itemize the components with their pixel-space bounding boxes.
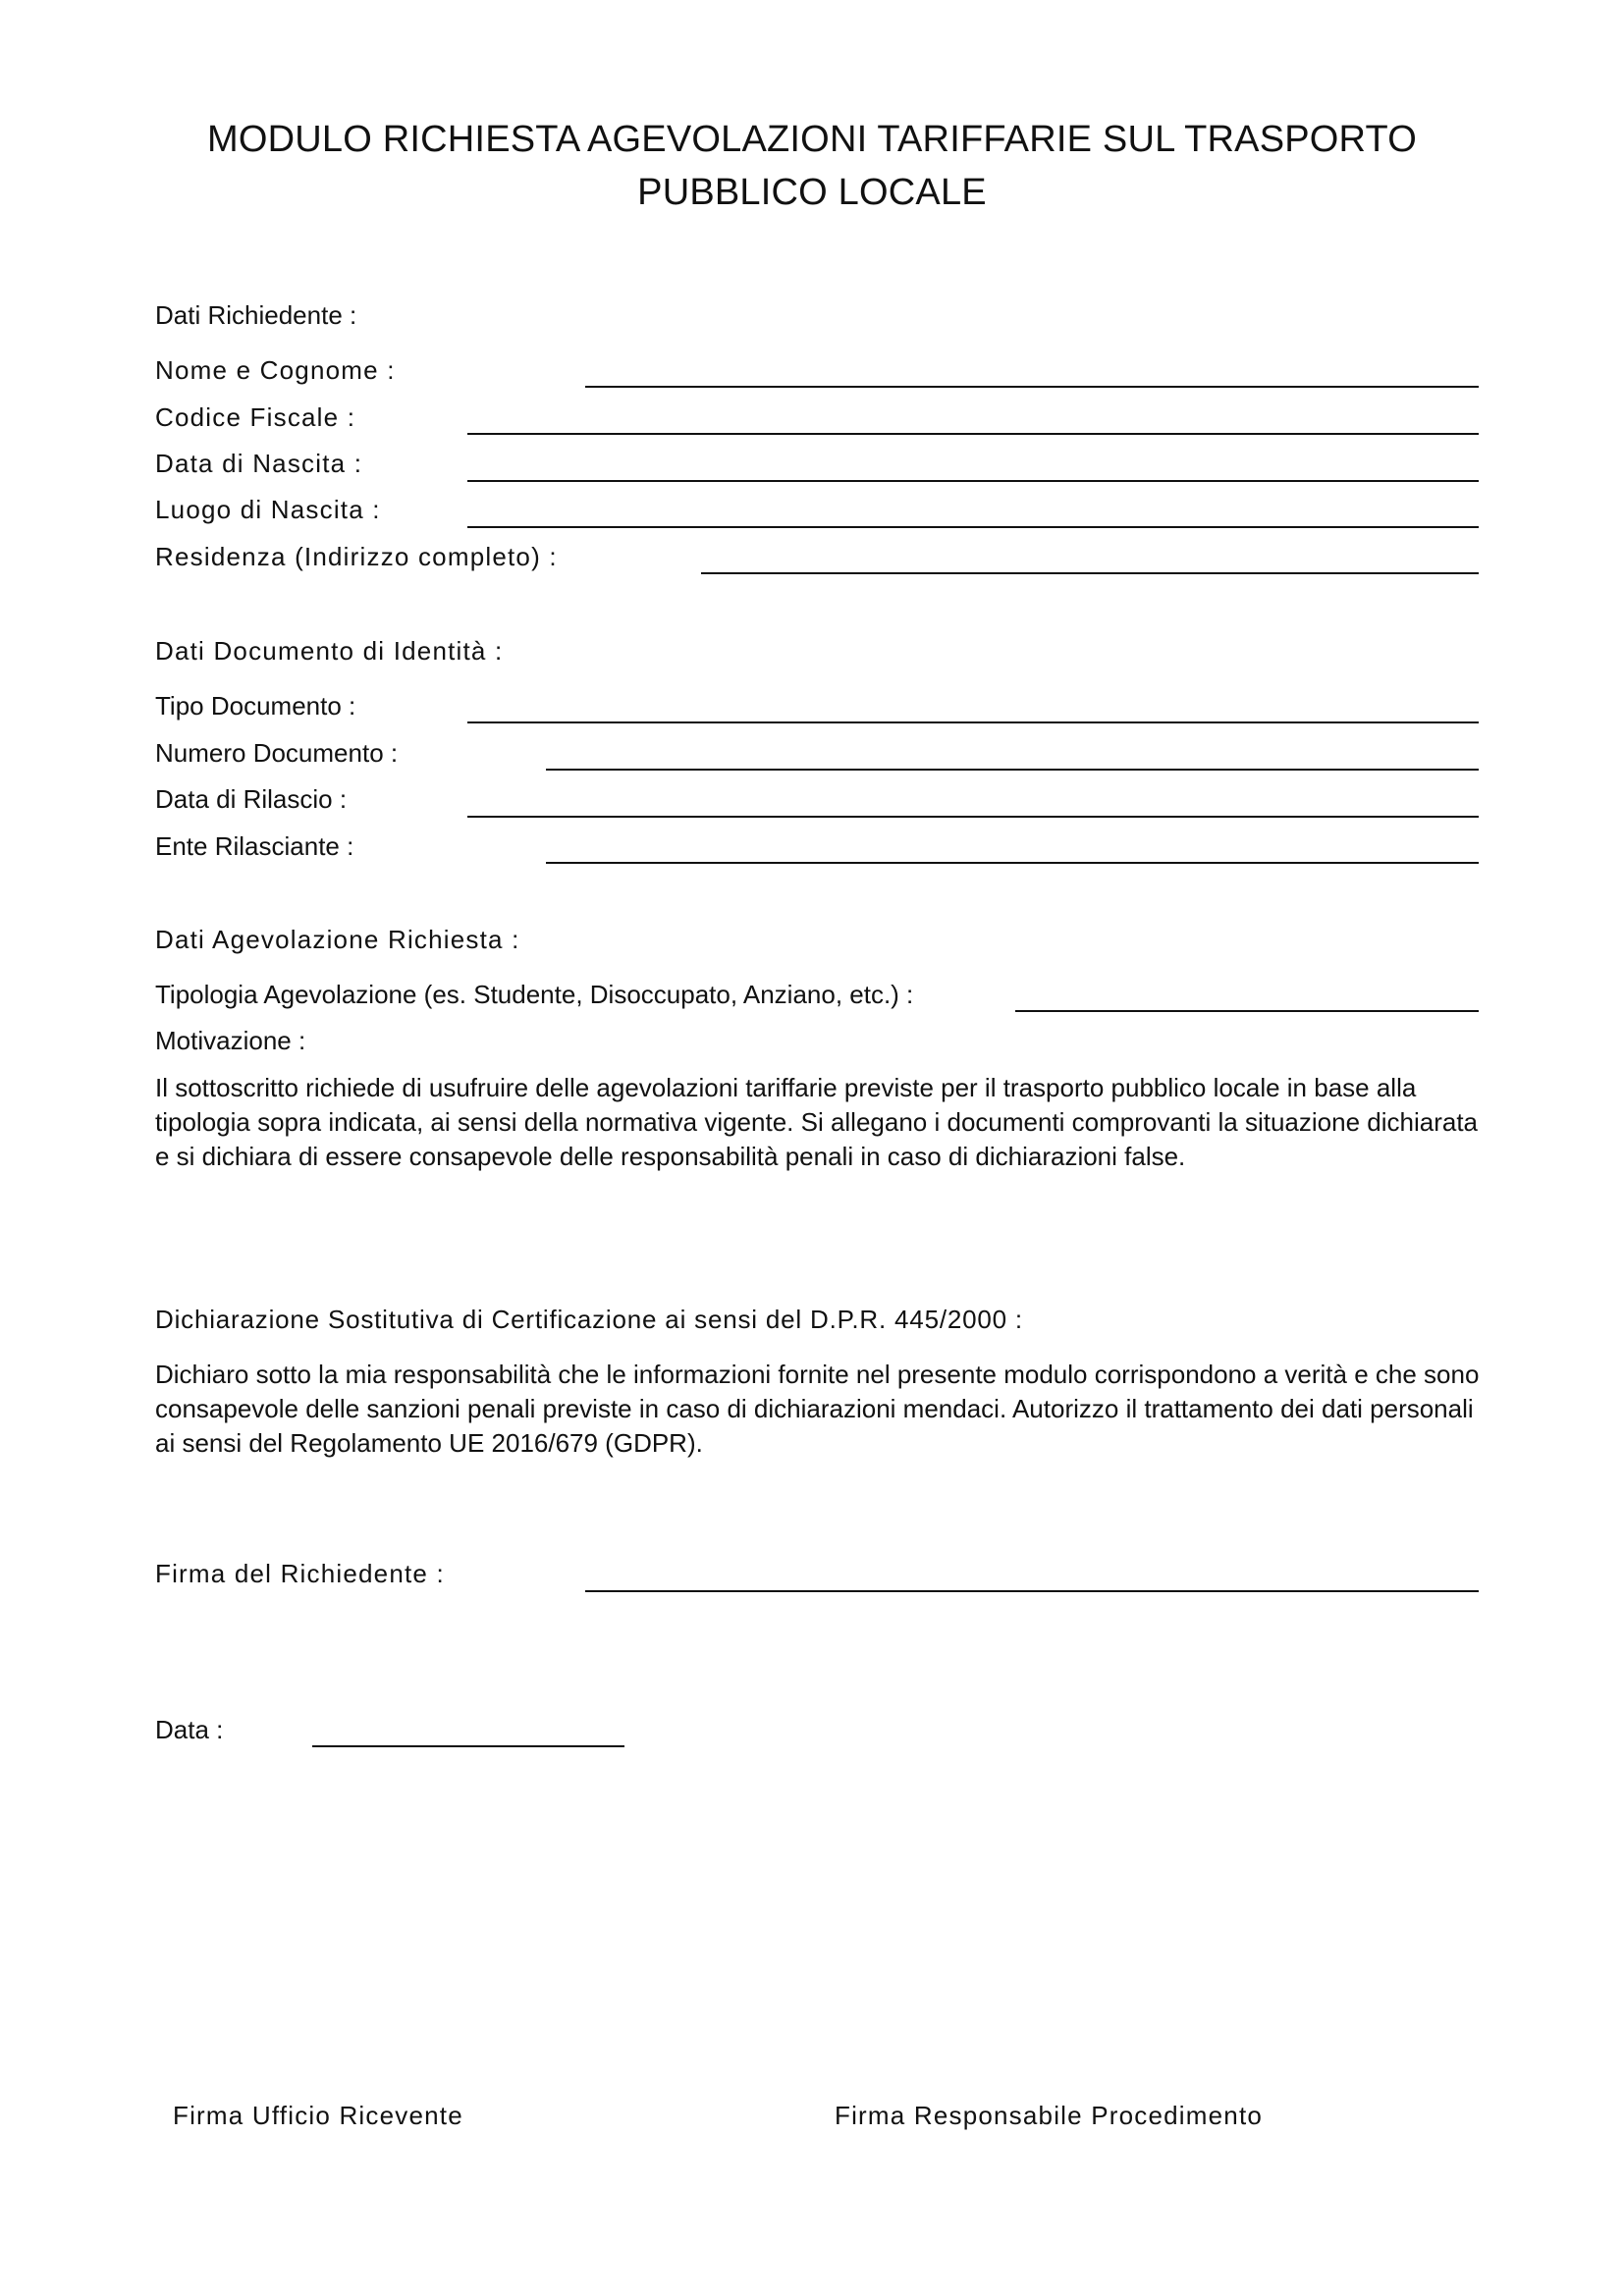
name-label: Nome e Cognome : xyxy=(155,355,396,385)
tax-code-label: Codice Fiscale : xyxy=(155,402,356,432)
concession-statement: Il sottoscritto richiede di usufruire delle agevolazioni tariffarie previste per il trasporto pubblico locale in base alla tipologia sopra indicata, ai sensi della normativa vigente. Si allegano i documenti comprovanti la situazione dichiarata e si dichiara di essere consapevole delle responsabilità penali in caso di dichiarazioni false. xyxy=(155,1073,1478,1171)
residence-field[interactable] xyxy=(701,572,1479,574)
page-title xyxy=(0,113,1624,219)
document-type-label: Tipo Documento : xyxy=(155,691,356,721)
concession-type-label: Tipologia Agevolazione (es. Studente, Disoccupato, Anziano, etc.) : xyxy=(155,980,914,1009)
office-signature-label: Firma Ufficio Ricevente xyxy=(173,2101,463,2130)
title-line-1: MODULO RICHIESTA AGEVOLAZIONI TARIFFARIE SUL TRASPORTO xyxy=(207,119,1417,160)
concession-type-field[interactable] xyxy=(1015,1010,1479,1012)
applicant-signature-label: Firma del Richiedente : xyxy=(155,1559,445,1588)
reason-label: Motivazione : xyxy=(155,1026,306,1055)
applicant-signature-field[interactable] xyxy=(585,1590,1479,1592)
date-field[interactable] xyxy=(312,1745,624,1747)
birth-place-field[interactable] xyxy=(467,526,1479,528)
document-number-label: Numero Documento : xyxy=(155,738,399,768)
document-number-field[interactable] xyxy=(546,769,1479,771)
date-label: Data : xyxy=(155,1715,224,1744)
birth-place-label: Luogo di Nascita : xyxy=(155,495,381,524)
issuer-label: Ente Rilasciante : xyxy=(155,831,354,861)
residence-label: Residenza (Indirizzo completo) : xyxy=(155,542,558,571)
birth-date-label: Data di Nascita : xyxy=(155,449,363,478)
tax-code-field[interactable] xyxy=(467,433,1479,435)
issue-date-label: Data di Rilascio : xyxy=(155,784,348,814)
issue-date-field[interactable] xyxy=(467,816,1479,818)
applicant-section-heading: Dati Richiedente : xyxy=(155,300,357,330)
document-type-field[interactable] xyxy=(467,721,1479,723)
issuer-field[interactable] xyxy=(546,862,1479,864)
declaration-text: Dichiaro sotto la mia responsabilità che le informazioni fornite nel presente modulo corrispondono a verità e che sono consapevole delle sanzioni penali previste in caso di dichiarazioni mendaci. Autorizzo il trattamento dei dati personali ai sensi del Regolamento UE 2016/679 (GDPR). xyxy=(155,1360,1480,1458)
title-line-2: PUBBLICO LOCALE xyxy=(637,172,987,213)
declaration-heading: Dichiarazione Sostitutiva di Certificazione ai sensi del D.P.R. 445/2000 : xyxy=(155,1305,1023,1334)
manager-signature-label: Firma Responsabile Procedimento xyxy=(835,2101,1264,2130)
identity-section-heading: Dati Documento di Identità : xyxy=(155,636,504,666)
name-field[interactable] xyxy=(585,386,1479,388)
concession-section-heading: Dati Agevolazione Richiesta : xyxy=(155,925,520,954)
birth-date-field[interactable] xyxy=(467,480,1479,482)
